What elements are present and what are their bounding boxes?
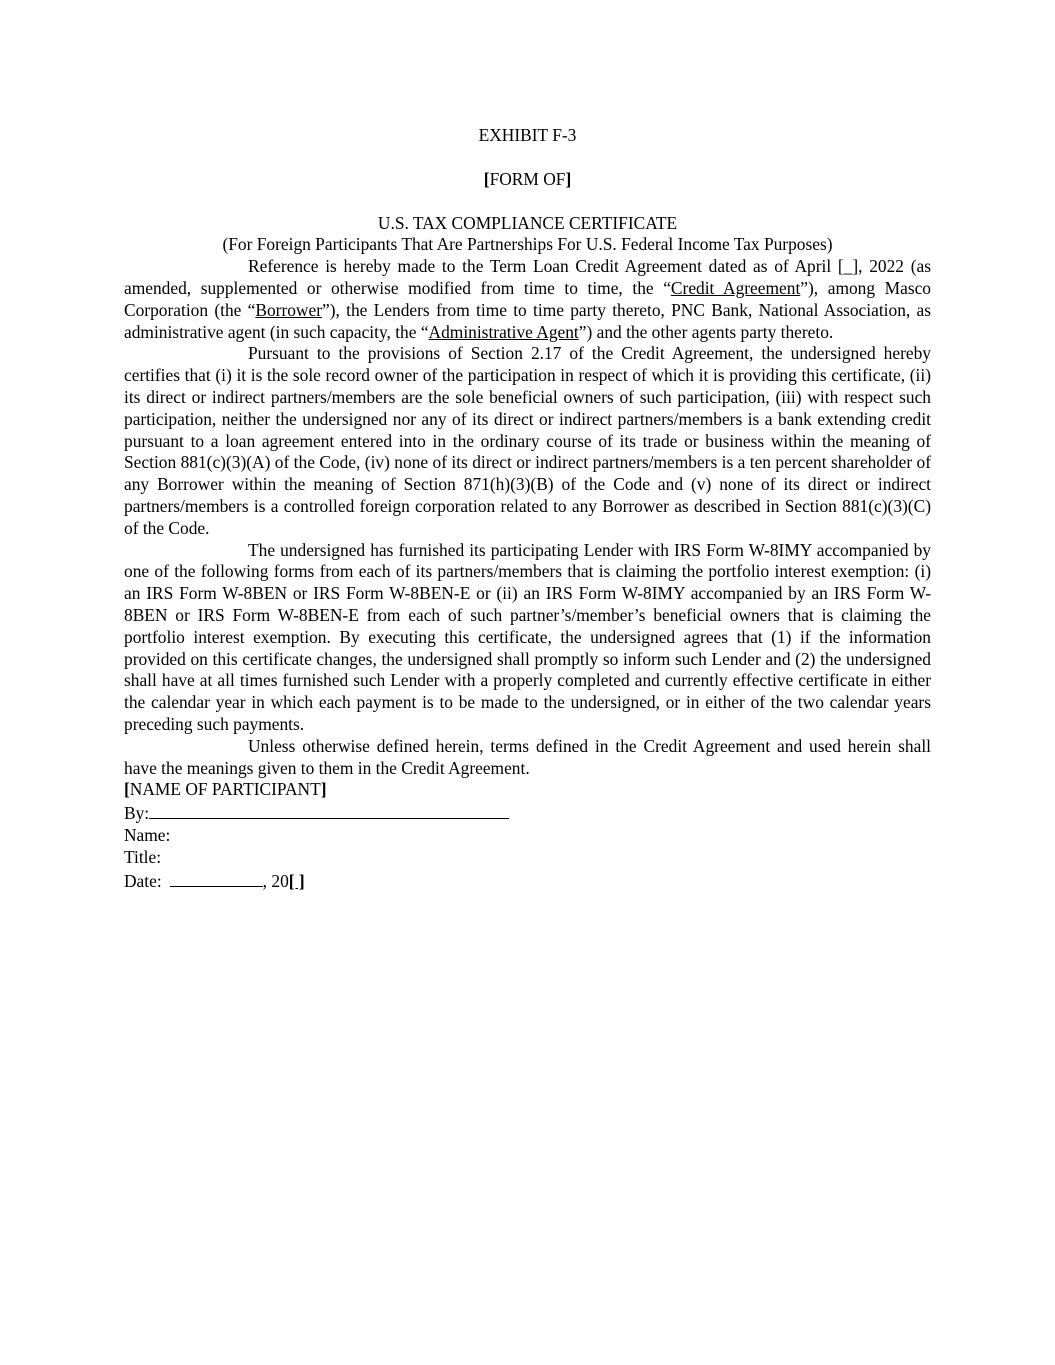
p1-text-d: ”) and the other agents party thereto. [578, 321, 834, 342]
form-of-heading [124, 169, 931, 191]
date-blank [170, 869, 263, 887]
bracket-close: ] [565, 168, 572, 189]
certificate-subtitle: (For Foreign Participants That Are Partnerships For U.S. Federal Income Tax Purposes) [222, 234, 833, 255]
date-year-prefix: , 20 [262, 870, 289, 891]
paragraph-forms: The undersigned has furnished its participating Lender with IRS Form W-8IMY accompanied by one of the following forms from each of its partners/members that is claiming the portfolio interest exemption: (i) an IRS Form W-8BEN or IRS Form W-8BEN-E or (ii) an IRS Form W-8IMY accompanied by an IRS Form W-8BEN or IRS Form W-8BEN-E from each of such partner’s/member’s beneficial owners that is claiming the portfolio interest exemption. By executing this certificate, the undersigned agrees that (1) if the information provided on this certificate changes, the undersigned shall promptly so inform such Lender and (2) the undersigned shall have at all times furnished such Lender with a properly completed and currently effective certificate in either the calendar year in which each payment is to be made to the undersigned, or in either of the two calendar years preceding such payments. [124, 539, 931, 734]
signature-blank [149, 801, 509, 819]
date-label: Date: [124, 870, 162, 891]
defined-term-administrative-agent: Administrative Agent [428, 321, 579, 342]
signature-date-line [124, 869, 931, 893]
signature-title-line: Title: [124, 846, 162, 867]
p1-text-a: Reference is hereby made to the Term Loan Credit Agreement dated as of April [_], 2022 (as amended, supplemented or otherwise modified from time to time, the “ [124, 256, 931, 298]
form-of-text: FORM OF [489, 168, 566, 189]
bracket-close: ] [320, 779, 327, 800]
bracket-open: [ [124, 779, 130, 800]
defined-term-borrower: Borrower [255, 299, 323, 320]
bracket-open: [ [483, 168, 490, 189]
signature-by-line [124, 801, 931, 825]
certificate-title: U.S. TAX COMPLIANCE CERTIFICATE [377, 212, 678, 233]
p1-text-c: ”), the Lenders from time to time party thereto, PNC Bank, National Association, as administrative agent (in such capacity, the “ [124, 299, 931, 342]
date-year-blank: [ ] [288, 870, 305, 891]
paragraph-certification: Pursuant to the provisions of Section 2.17 of the Credit Agreement, the undersigned hereby certifies that (i) it is the sole record owner of the participation in respect of which it is providing this certificate, (ii) its direct or indirect partners/members are the sole beneficial owners of such participation, (iii) with respect such participation, neither the undersigned nor any of its direct or indirect partners/members is a bank extending credit pursuant to a loan agreement entered into in the ordinary course of its trade or business within the meaning of Section 881(c)(3)(A) of the Code, (iv) none of its direct or indirect partners/members is a ten percent shareholder of any Borrower within the meaning of Section 871(h)(3)(B) of the Code and (v) none of its direct or indirect partners/members is a controlled foreign corporation related to any Borrower as described in Section 881(c)(3)(C) of the Code. [124, 343, 931, 538]
p1-text-b: ”), among Masco Corporation (the “ [124, 277, 932, 320]
participant-placeholder: NAME OF PARTICIPANT [129, 779, 321, 800]
defined-term-credit-agreement: Credit Agreement [670, 277, 801, 298]
paragraph-reference [124, 256, 931, 343]
exhibit-heading: EXHIBIT F-3 [478, 125, 577, 145]
by-label: By: [124, 803, 150, 824]
participant-name-line [124, 779, 931, 801]
signature-name-line: Name: [124, 824, 171, 845]
paragraph-definitions: Unless otherwise defined herein, terms defined in the Credit Agreement and used herein shall have the meanings given to them in the Credit Agreement. [124, 735, 931, 778]
document-page [124, 125, 931, 892]
